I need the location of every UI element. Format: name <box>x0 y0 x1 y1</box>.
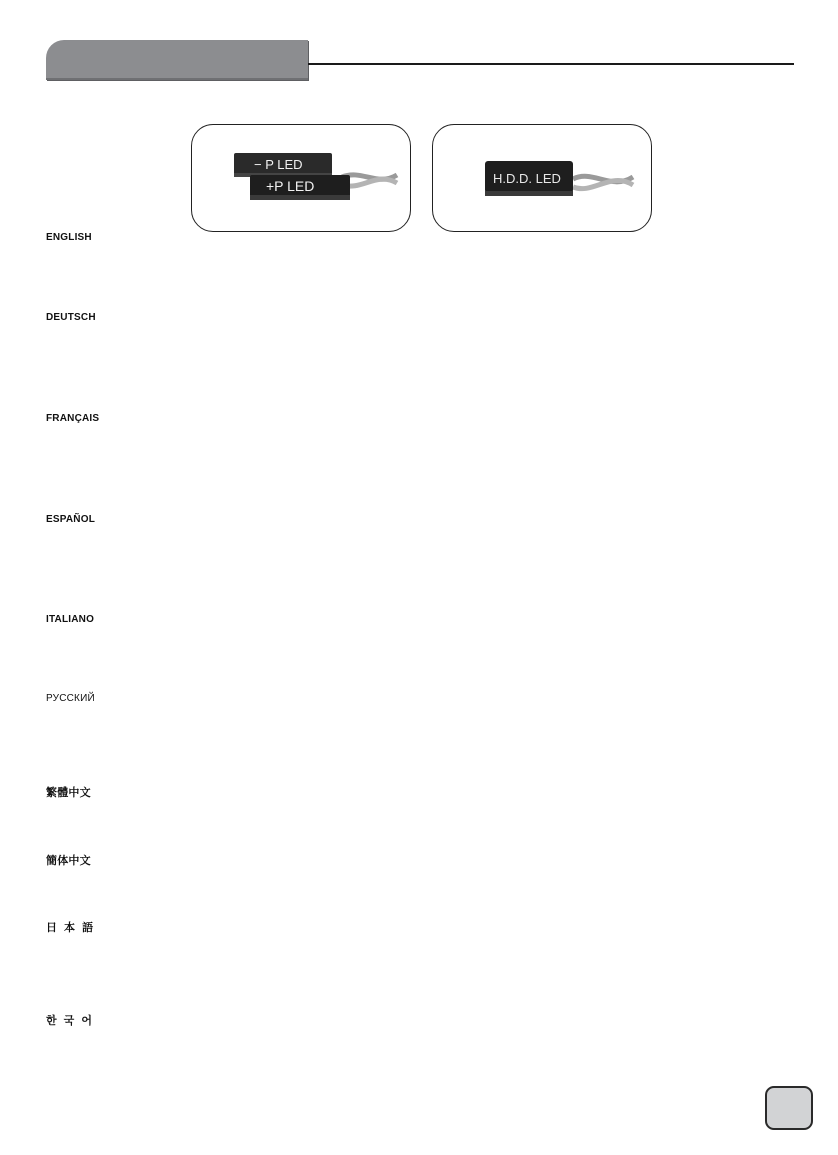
language-label-japanese: 日 本 語 <box>46 922 96 934</box>
language-label-korean: 한 국 어 <box>46 1015 94 1027</box>
page-number-badge <box>765 1086 813 1130</box>
language-label-deutsch: DEUTSCH <box>46 312 96 323</box>
power-led-connector-illustration <box>192 125 410 231</box>
language-label-simplified-chinese: 簡体中文 <box>46 855 91 867</box>
wire <box>342 179 397 186</box>
power-led-connector-photo <box>191 124 411 232</box>
section-header-tab <box>46 40 308 80</box>
hdd-led-connector-illustration <box>433 125 651 231</box>
language-label-espanol: ESPAÑOL <box>46 514 95 525</box>
language-label-english: ENGLISH <box>46 232 92 243</box>
header-rule <box>308 63 794 65</box>
positive-p-led-label: +P LED <box>266 178 315 194</box>
language-label-traditional-chinese: 繁體中文 <box>46 787 91 799</box>
connector-base <box>485 191 573 196</box>
hdd-led-connector-photo <box>432 124 652 232</box>
negative-p-led-label: − P LED <box>254 157 303 172</box>
language-label-francais: FRANÇAIS <box>46 413 100 424</box>
wire <box>573 181 633 189</box>
language-label-italiano: ITALIANO <box>46 614 95 625</box>
connector-base <box>250 195 350 200</box>
language-label-russian: РУССКИЙ <box>46 693 95 704</box>
hdd-led-label: H.D.D. LED <box>493 171 561 186</box>
